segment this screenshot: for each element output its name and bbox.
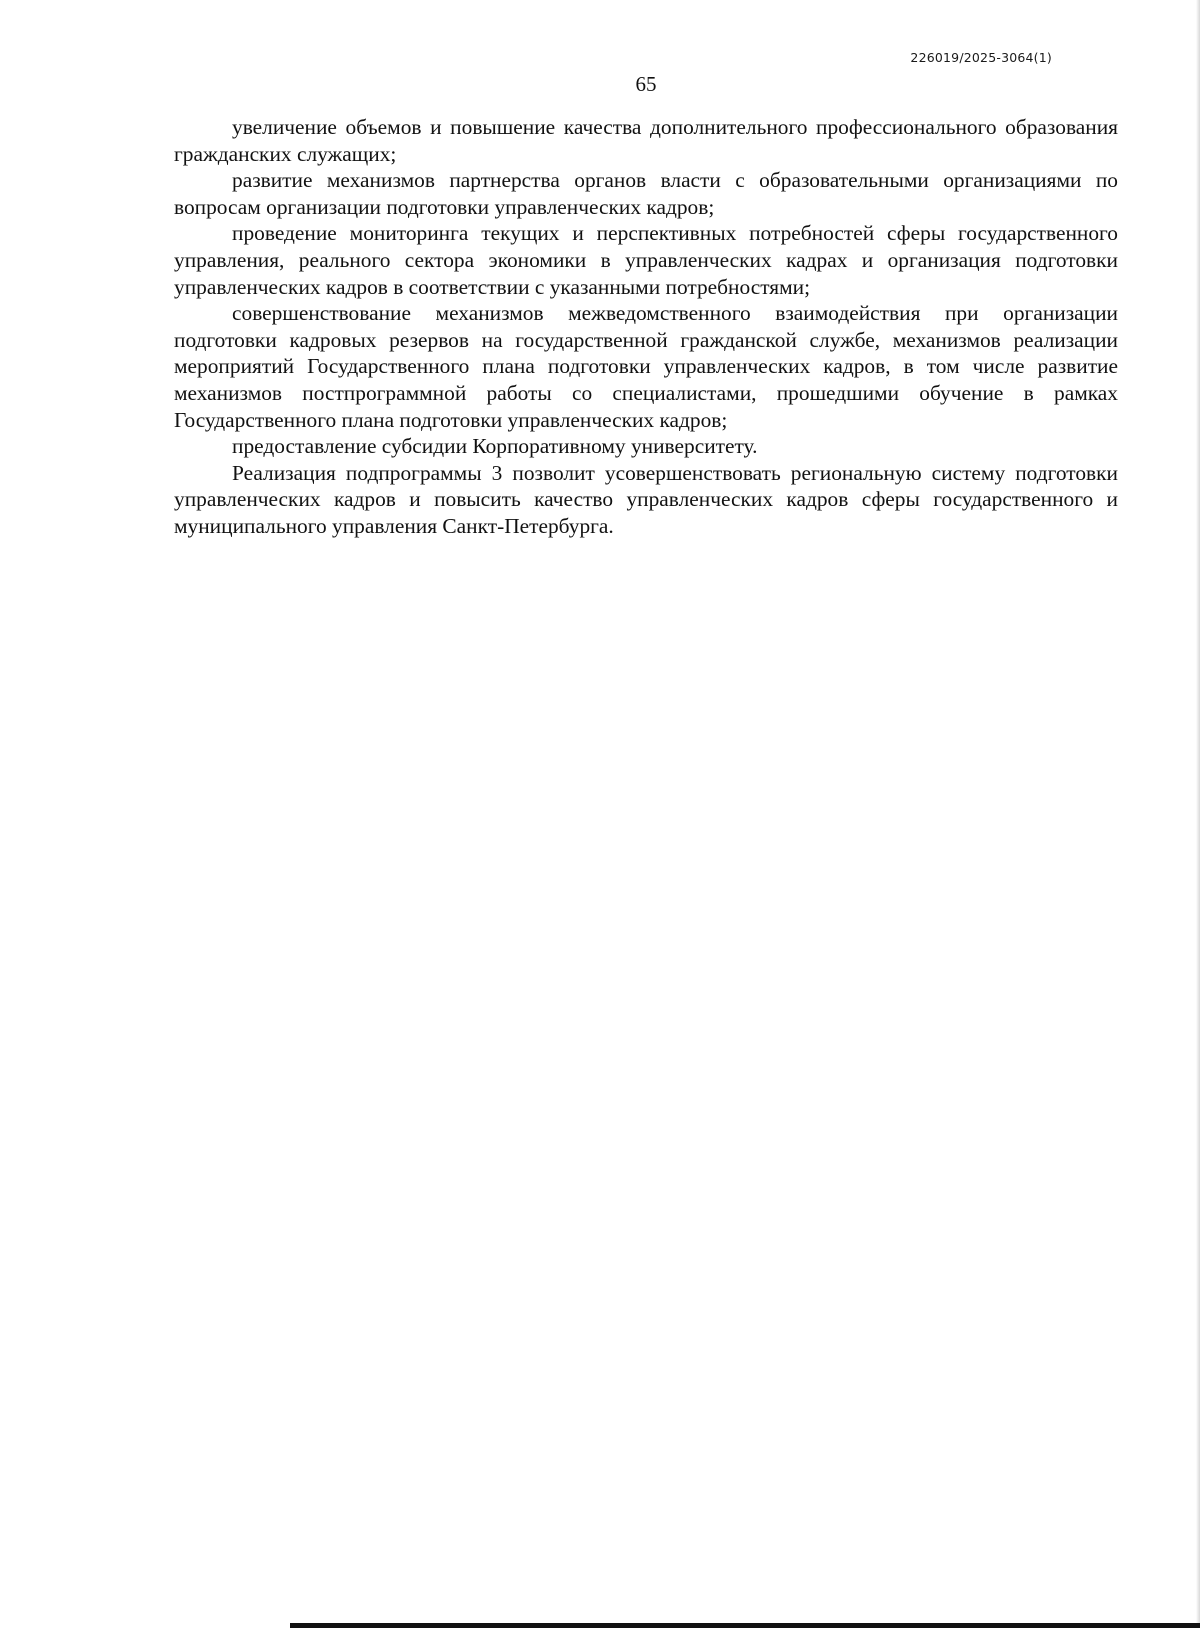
- registration-number: 226019/2025-3064(1): [910, 50, 1052, 65]
- paragraph-5: предоставление субсидии Корпоративному университету.: [232, 434, 758, 459]
- paragraph-3: проведение мониторинга текущих и перспективных потребностей сферы государственного управления, реального сектора экономики в управленческих кадрах и организация подготовки управленческих кадров в соответствии с указанными потребностями;: [174, 221, 1118, 299]
- paragraph-4: совершенствование механизмов межведомственного взаимодействия при организации подготовки кадровых резервов на государственной гражданской службе, механизмов реализации мероприятий Государственного плана подготовки управленческих кадров, в том числе развитие механизмов постпрограммной работы со специалистами, прошедшими обучение в рамках Государственного плана подготовки управленческих кадров;: [174, 301, 1118, 432]
- page-number: 65: [635, 72, 657, 96]
- scan-edge-right: [1196, 0, 1200, 1628]
- scan-edge-bottom: [290, 1623, 1200, 1628]
- paragraph-2: развитие механизмов партнерства органов власти с образовательными организациями по вопросам организации подготовки управленческих кадров;: [174, 168, 1118, 219]
- paragraph-6: Реализация подпрограммы 3 позволит усовершенствовать региональную систему подготовки управленческих кадров и повысить качество управленческих кадров сферы государственного и муниципального управления Санкт-Петербурга.: [174, 460, 1118, 538]
- document-body: [174, 114, 1118, 540]
- paragraph-1: увеличение объемов и повышение качества дополнительного профессионального образования гражданских служащих;: [174, 115, 1118, 166]
